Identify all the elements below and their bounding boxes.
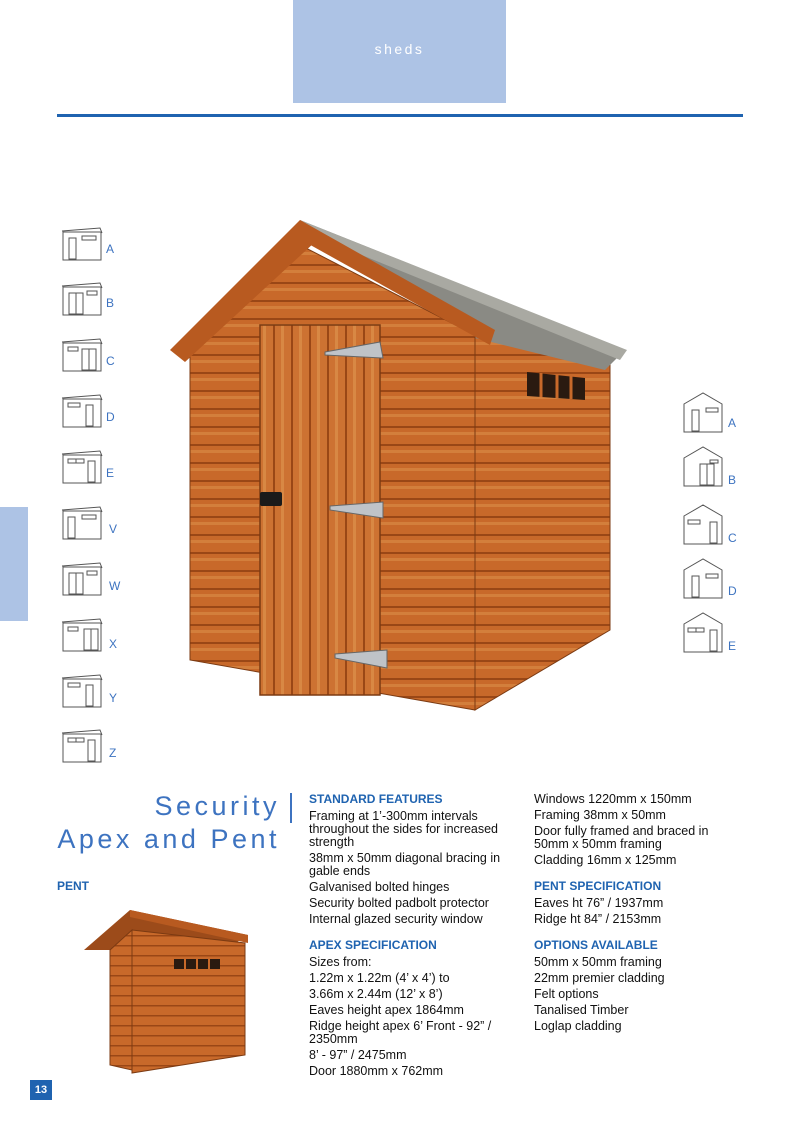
extra-feature-item: Cladding 16mm x 125mm <box>534 853 677 867</box>
pent-spec-item: Eaves ht 76” / 1937mm <box>534 896 664 910</box>
shed-style-y-label: Y <box>109 691 118 705</box>
pent-shed-image <box>80 905 252 1077</box>
product-title-line1: Security <box>154 791 280 821</box>
shed-style-b-label: B <box>106 296 115 310</box>
shed-style-e-label: E <box>106 466 115 480</box>
header-rule <box>57 114 743 117</box>
features-column <box>309 793 514 1081</box>
pent-spec-item: Ridge ht 84” / 2153mm <box>534 912 662 926</box>
feature-item: Framing at 1’-300mm intervals throughout the sides for increased strength <box>309 809 499 849</box>
apex-spec-item: Eaves height apex 1864mm <box>309 1003 464 1017</box>
apex-style-e-icon <box>680 610 726 656</box>
apex-spec-item: Ridge height apex 6’ Front - 92” / 2350mm <box>309 1019 492 1046</box>
page-number: 13 <box>30 1080 52 1100</box>
apex-style-c-icon <box>680 502 726 548</box>
feature-item: Galvanised bolted hinges <box>309 880 450 894</box>
shed-style-a-icon <box>60 225 104 263</box>
pent-spec-heading: PENT SPECIFICATION <box>534 879 662 893</box>
shed-style-y-icon <box>60 672 104 710</box>
option-item: 50mm x 50mm framing <box>534 955 662 969</box>
shed-style-b-icon <box>60 280 104 318</box>
apex-style-d-icon <box>680 556 726 602</box>
apex-spec-item: 1.22m x 1.22m (4’ x 4’) to <box>309 971 450 985</box>
section-tab <box>293 0 506 103</box>
apex-style-e-label: E <box>728 639 737 653</box>
feature-item: Internal glazed security window <box>309 912 483 926</box>
apex-spec-heading: APEX SPECIFICATION <box>309 938 437 952</box>
shed-style-c-icon <box>60 336 104 374</box>
apex-spec-item: Sizes from: <box>309 955 372 969</box>
apex-spec-item: 3.66m x 2.44m (12’ x 8’) <box>309 987 443 1001</box>
option-item: 22mm premier cladding <box>534 971 665 985</box>
shed-style-z-icon <box>60 727 104 765</box>
shed-style-x-icon <box>60 616 104 654</box>
standard-features-heading: STANDARD FEATURES <box>309 792 443 806</box>
shed-style-a-label: A <box>106 242 115 256</box>
apex-style-a-label: A <box>728 416 737 430</box>
apex-style-c-label: C <box>728 531 737 545</box>
shed-style-w-label: W <box>109 579 121 593</box>
extra-feature-item: Door fully framed and braced in 50mm x 50mm framing <box>534 824 709 851</box>
apex-style-b-label: B <box>728 473 737 487</box>
product-title-line2: Apex and Pent <box>57 824 280 854</box>
apex-style-a-icon <box>680 390 726 436</box>
shed-style-v-label: V <box>109 522 118 536</box>
shed-style-x-label: X <box>109 637 118 651</box>
extra-feature-item: Framing 38mm x 50mm <box>534 808 666 822</box>
spec-column <box>534 793 734 1036</box>
side-band <box>0 507 28 621</box>
apex-style-d-label: D <box>728 584 737 598</box>
option-item: Felt options <box>534 987 599 1001</box>
feature-item: 38mm x 50mm diagonal bracing in gable ends <box>309 851 501 878</box>
shed-style-d-label: D <box>106 410 115 424</box>
shed-style-c-label: C <box>106 354 115 368</box>
title-divider <box>290 793 292 823</box>
shed-style-w-icon <box>60 560 104 598</box>
apex-style-b-icon <box>680 444 726 490</box>
options-heading: OPTIONS AVAILABLE <box>534 938 658 952</box>
shed-style-z-label: Z <box>109 746 117 760</box>
shed-style-d-icon <box>60 392 104 430</box>
section-title: sheds <box>374 41 425 57</box>
feature-item: Security bolted padbolt protector <box>309 896 489 910</box>
shed-style-e-icon <box>60 448 104 486</box>
apex-spec-item: 8’ - 97” / 2475mm <box>309 1048 407 1062</box>
option-item: Loglap cladding <box>534 1019 622 1033</box>
extra-feature-item: Windows 1220mm x 150mm <box>534 792 692 806</box>
apex-spec-item: Door 1880mm x 762mm <box>309 1064 444 1078</box>
pent-label: PENT <box>57 879 90 893</box>
shed-style-v-icon <box>60 504 104 542</box>
option-item: Tanalised Timber <box>534 1003 629 1017</box>
main-shed-image <box>165 210 635 720</box>
